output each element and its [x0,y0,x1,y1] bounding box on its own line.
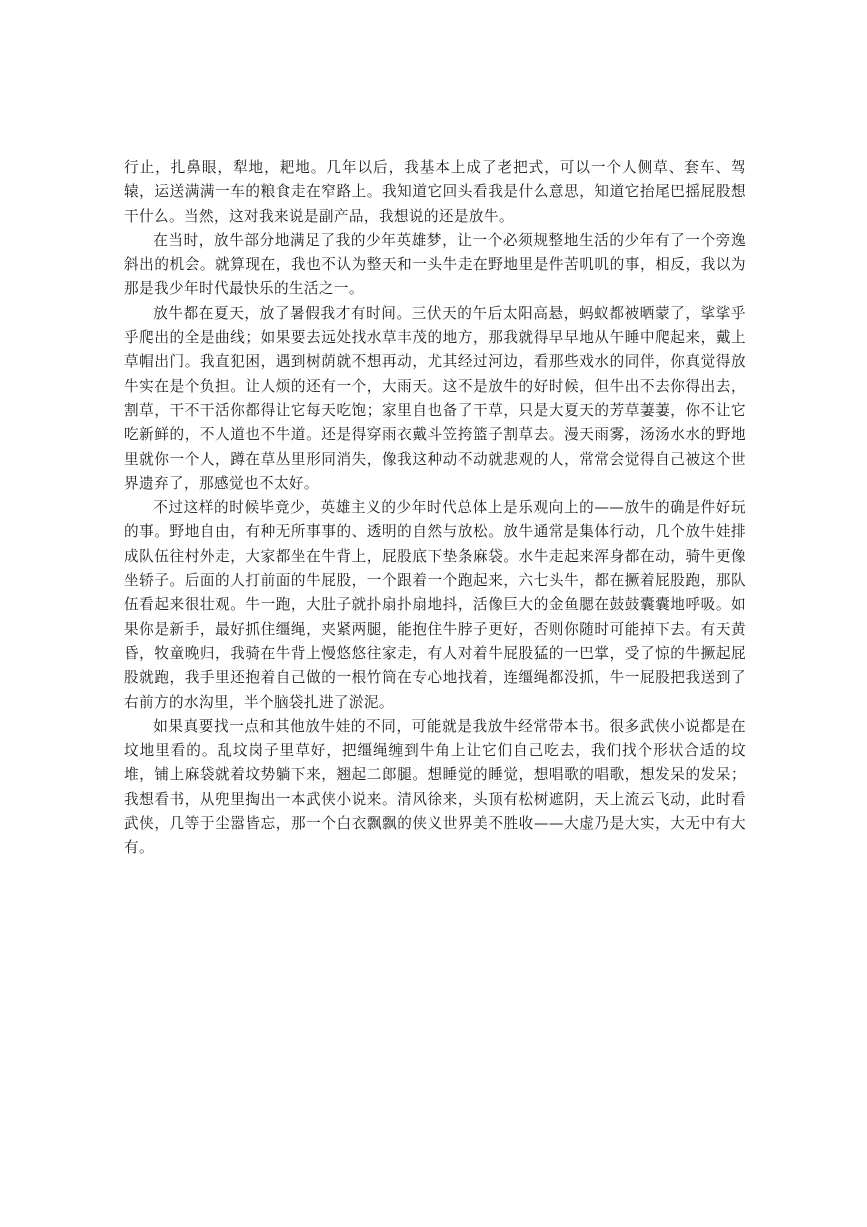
paragraph: 如果真要找一点和其他放牛娃的不同，可能就是我放牛经常带本书。很多武侠小说都是在坟地里看的。乱坟岗子里草好，把缰绳缠到牛角上让它们自己吃去，我们找个形状合适的坟堆，铺上麻袋就着坟势躺下来，翘起二郎腿。想睡觉的睡觉，想唱歌的唱歌，想发呆的发呆；我想看书，从兜里掏出一本武侠小说来。清风徐来，头顶有松树遮阴，天上流云飞动，此时看武侠，几等于尘嚣皆忘，那一个白衣飘飘的侠义世界美不胜收——大虚乃是大实，大无中有大有。 [124,717,746,857]
paragraph: 放牛都在夏天，放了暑假我才有时间。三伏天的午后太阳高悬，蚂蚁都被晒蒙了，挲挲乎乎爬出的全是曲线；如果要去远处找水草丰茂的地方，那我就得早早地从午睡中爬起来，戴上草帽出门。我直犯困，遇到树荫就不想再动，尤其经过河边，看那些戏水的同伴，你真觉得放牛实在是个负担。让人烦的还有一个，大雨天。这不是放牛的好时候，但牛出不去你得出去，割草，干不干活你都得让它每天吃饱；家里自也备了干草，只是大夏天的芳草萋萋，你不让它吃新鲜的，不人道也不牛道。还是得穿雨衣戴斗笠挎篮子割草去。漫天雨雾，汤汤水水的野地里就你一个人，蹲在草丛里形同消失，像我这种动不动就悲观的人，常常会觉得自己被这个世界遗弃了，那感觉也不太好。 [124,304,746,492]
paragraph-continuation: 行止，扎鼻眼，犁地，耙地。几年以后，我基本上成了老把式，可以一个人侧草、套车、驾辕，运送满满一车的粮食走在窄路上。我知道它回头看我是什么意思，知道它抬尾巴摇屁股想干什么。当然，这对我来说是副产品，我想说的还是放牛。 [124,159,746,225]
paragraph: 在当时，放牛部分地满足了我的少年英雄梦，让一个必须规整地生活的少年有了一个旁逸斜出的机会。就算现在，我也不认为整天和一头牛走在野地里是件苦叽叽的事，相反，我以为那是我少年时代最快乐的生活之一。 [124,231,746,298]
body-text [124,156,746,861]
paragraph: 不过这样的时候毕竟少，英雄主义的少年时代总体上是乐观向上的——放牛的确是件好玩的事。野地自由，有种无所事事的、透明的自然与放松。放牛通常是集体行动，几个放牛娃排成队伍往村外走，大家都坐在牛背上，屁股底下垫条麻袋。水牛走起来浑身都在动，骑牛更像坐轿子。后面的人打前面的牛屁股，一个跟着一个跑起来，六七头牛，都在撅着屁股跑，那队伍看起来很壮观。牛一跑，大肚子就扑扇扑扇地抖，活像巨大的金鱼腮在鼓鼓囊囊地呼吸。如果你是新手，最好抓住缰绳，夹紧两腿，能抱住牛脖子更好，否则你随时可能掉下去。有天黄昏，牧童晚归，我骑在牛背上慢悠悠往家走，有人对着牛屁股猛的一巴掌，受了惊的牛撅起屁股就跑，我手里还抱着自己做的一根竹筒在专心地找着，连缰绳都没抓，牛一屁股把我送到了右前方的水沟里，半个脑袋扎进了淤泥。 [124,499,746,711]
